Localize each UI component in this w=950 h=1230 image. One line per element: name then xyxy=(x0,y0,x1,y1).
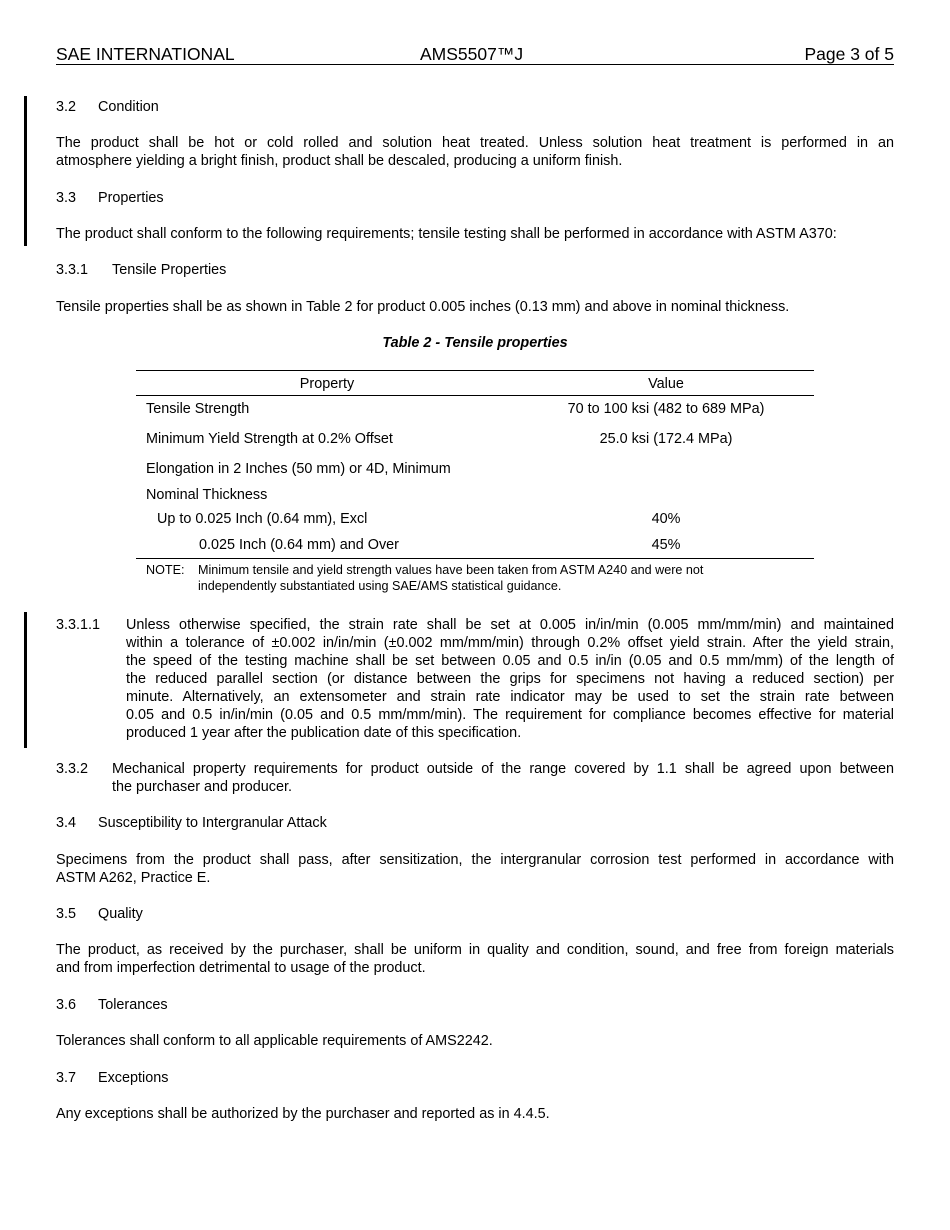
table-row-property: Elongation in 2 Inches (50 mm) or 4D, Minimum xyxy=(146,461,451,477)
section-title: Quality xyxy=(98,906,143,922)
section-title: Tolerances xyxy=(98,997,168,1013)
paragraph-line: the purchaser and producer. xyxy=(112,779,293,795)
note-text xyxy=(198,562,818,594)
table-bottom-rule xyxy=(136,558,814,559)
section-title: Properties xyxy=(98,190,164,206)
paragraph-line: Specimens from the product shall pass, after sensitization, the intergranular corrosion test performed in accordance with xyxy=(56,852,894,868)
section-paragraph-3-3 xyxy=(56,225,894,243)
paragraph-line: Unless otherwise specified, the strain rate shall be set at 0.005 in/in/min (0.005 mm/mm/min) and maintained xyxy=(126,617,894,633)
section-title: Susceptibility to Intergranular Attack xyxy=(98,815,327,831)
section-heading-3-3-1 xyxy=(56,261,226,279)
page-header xyxy=(56,44,894,65)
table-caption: Table 2 - Tensile properties xyxy=(382,335,568,351)
table-row-value: 25.0 ksi (172.4 MPa) xyxy=(599,431,733,447)
table-row-value: 45% xyxy=(651,537,681,553)
section-title: Condition xyxy=(98,99,159,115)
paragraph-line: the reduced parallel section (or distance between the grips for specimens not having a reduced section) per xyxy=(126,671,894,687)
table-row-property: Minimum Yield Strength at 0.2% Offset xyxy=(146,431,393,447)
paragraph-line: The product shall be hot or cold rolled and solution heat treated. Unless solution heat treatment is performed in an xyxy=(56,135,894,151)
section-paragraph-3-3-1-1 xyxy=(126,616,894,742)
note-line: Minimum tensile and yield strength values have been taken from ASTM A240 and were not xyxy=(198,563,704,577)
paragraph-line: and from imperfection detrimental to usage of the product. xyxy=(56,960,426,976)
table-row-property: 0.025 Inch (0.64 mm) and Over xyxy=(199,537,399,553)
paragraph-line: ASTM A262, Practice E. xyxy=(56,870,211,886)
paragraph-line: Tensile properties shall be as shown in Table 2 for product 0.005 inches (0.13 mm) and above in nominal thickness. xyxy=(56,299,790,315)
table-row-property: Up to 0.025 Inch (0.64 mm), Excl xyxy=(157,511,368,527)
change-bar xyxy=(24,96,27,246)
section-number: 3.2 xyxy=(56,99,77,115)
section-paragraph-3-5 xyxy=(56,941,894,977)
table-row-value: 40% xyxy=(651,511,681,527)
section-number-3-3-1-1: 3.3.1.1 xyxy=(56,617,101,633)
paragraph-line: 0.05 and 0.5 in/in/min (0.05 and 0.5 mm/mm/min). The requirement for compliance becomes effective for material xyxy=(126,707,894,723)
table-row-property: Tensile Strength xyxy=(146,401,250,417)
header-page-number: Page 3 of 5 xyxy=(804,44,894,64)
section-title: Exceptions xyxy=(98,1070,169,1086)
section-paragraph-3-7 xyxy=(56,1105,894,1123)
section-number: 3.3.1 xyxy=(56,262,89,278)
section-number-3-3-2: 3.3.2 xyxy=(56,761,89,777)
paragraph-line: The product, as received by the purchaser, shall be uniform in quality and condition, sound, and free from foreign materials xyxy=(56,942,894,958)
section-number: 3.6 xyxy=(56,997,77,1013)
header-organization: SAE INTERNATIONAL xyxy=(56,44,235,64)
paragraph-line: minute. Alternatively, an extensometer and strain rate indicator may be used to set the strain rate between xyxy=(126,689,894,705)
section-title: Tensile Properties xyxy=(112,262,227,278)
section-number: 3.7 xyxy=(56,1070,77,1086)
section-paragraph-3-3-1 xyxy=(56,298,894,316)
table-header-property: Property xyxy=(299,376,355,392)
note-line: independently substantiated using SAE/AMS statistical guidance. xyxy=(198,579,562,593)
section-paragraph-3-6 xyxy=(56,1032,894,1050)
section-number: 3.3 xyxy=(56,190,77,206)
header-document-number: AMS5507™J xyxy=(420,44,524,64)
paragraph-line: Mechanical property requirements for product outside of the range covered by 1.1 shall be agreed upon between xyxy=(112,761,894,777)
table-row-property: Nominal Thickness xyxy=(146,487,268,503)
paragraph-line: the speed of the testing machine shall be set between 0.05 and 0.5 in/in (0.05 and 0.5 mm/mm) of the length of xyxy=(126,653,894,669)
section-heading-3-5 xyxy=(56,905,143,923)
note-label: NOTE: xyxy=(146,563,185,577)
section-heading-3-2 xyxy=(56,98,159,116)
section-number: 3.5 xyxy=(56,906,77,922)
table-row-value: 70 to 100 ksi (482 to 689 MPa) xyxy=(567,401,765,417)
table-header-value: Value xyxy=(648,376,684,392)
paragraph-line: produced 1 year after the publication date of this specification. xyxy=(126,725,522,741)
section-paragraph-3-3-2 xyxy=(112,760,894,796)
paragraph-line: within a tolerance of ±0.002 in/in/min (±0.002 mm/mm/min) through 0.2% offset yield strain. After the yield strain, xyxy=(126,635,894,651)
table-top-rule xyxy=(136,370,814,371)
change-bar xyxy=(24,612,27,748)
paragraph-line: Tolerances shall conform to all applicable requirements of AMS2242. xyxy=(56,1033,493,1049)
section-heading-3-7 xyxy=(56,1069,168,1087)
section-heading-3-6 xyxy=(56,996,168,1014)
section-heading-3-4 xyxy=(56,814,327,832)
section-paragraph-3-2 xyxy=(56,134,894,170)
section-paragraph-3-4 xyxy=(56,851,894,887)
table-header-rule xyxy=(136,395,814,396)
section-number: 3.4 xyxy=(56,815,77,831)
section-heading-3-3 xyxy=(56,189,164,207)
paragraph-line: atmosphere yielding a bright finish, product shall be descaled, producing a uniform finish. xyxy=(56,153,623,169)
paragraph-line: The product shall conform to the following requirements; tensile testing shall be performed in accordance with ASTM A370: xyxy=(56,226,837,242)
paragraph-line: Any exceptions shall be authorized by the purchaser and reported as in 4.4.5. xyxy=(56,1106,550,1122)
